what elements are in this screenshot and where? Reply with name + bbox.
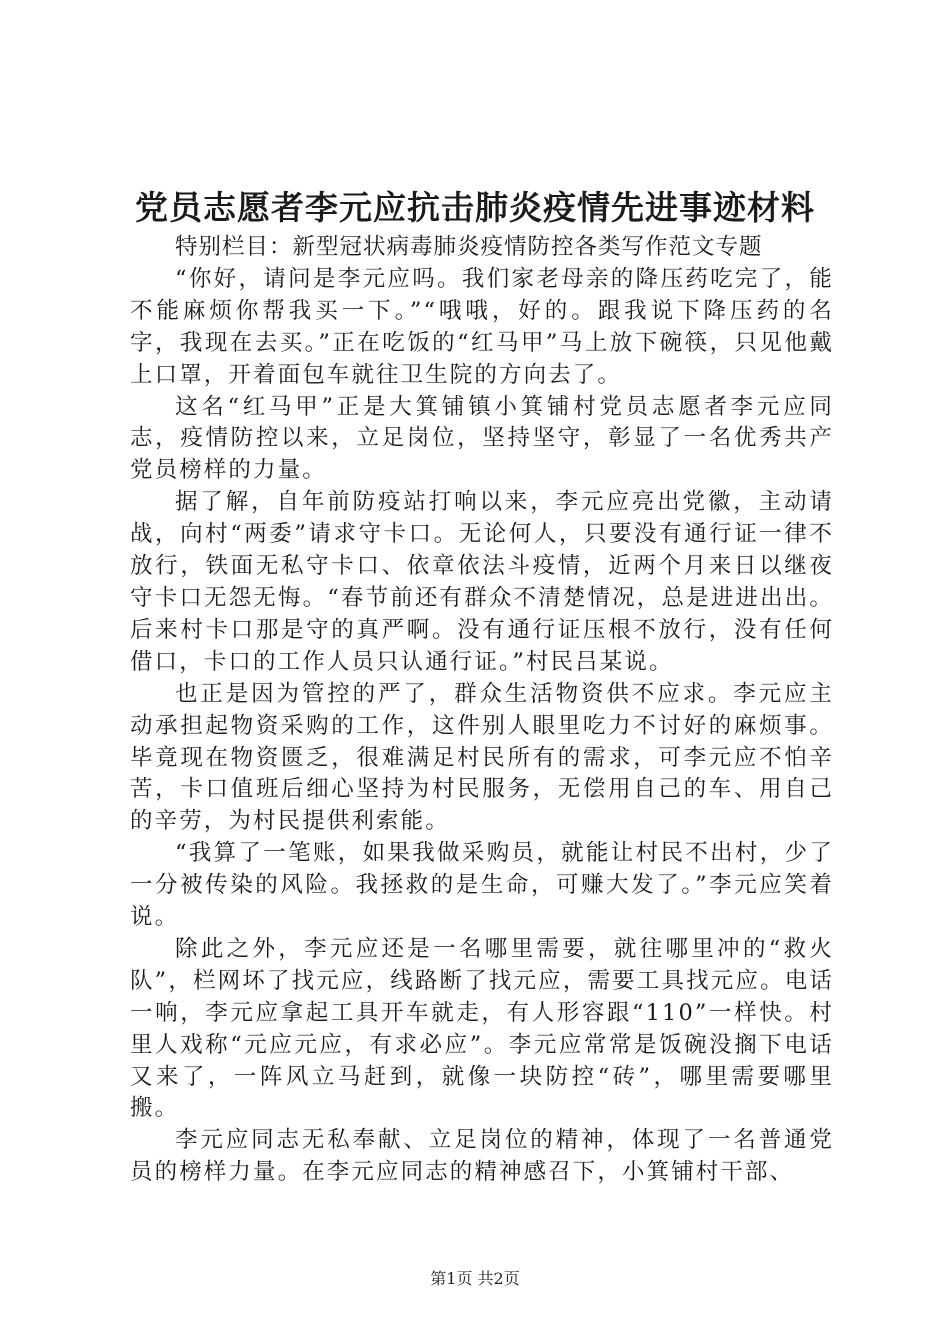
paragraph-5: “我算了一笔账，如果我做采购员，就能让村民不出村，少了一分被传染的风险。我拯救的是生命，可赚大发了。”李元应笑着说。 [130,840,834,931]
paragraph-3: 据了解，自年前防疫站打响以来，李元应亮出党徽，主动请战，向村“两委”请求守卡口。无论何人，只要没有通行证一律不放行，铁面无私守卡口、依章依法斗疫情，近两个月来日以继夜守卡口无怨无悔。“春节前还有群众不清楚情况，总是进进出出。后来村卡口那是守的真严啊。没有通行证压根不放行，没有任何借口，卡口的工作人员只认通行证。”村民吕某说。 [130,489,834,675]
page-number-footer: 第1页 共2页 [430,1269,520,1288]
paragraph-2: 这名“红马甲”正是大箕铺镇小箕铺村党员志愿者李元应同志，疫情防控以来，立足岗位，坚持坚守，彰显了一名优秀共产党员榜样的力量。 [130,393,834,484]
document-body [130,232,834,1189]
document-title: 党员志愿者李元应抗击肺炎疫情先进事迹材料 [135,188,815,227]
special-column-line: 特别栏目：新型冠状病毒肺炎疫情防控各类写作范文专题 [175,234,763,260]
paragraph-7: 李元应同志无私奉献、立足岗位的精神，体现了一名普通党员的榜样力量。在李元应同志的精神感召下，小箕铺村干部、 [130,1127,834,1186]
paragraph-4: 也正是因为管控的严了，群众生活物资供不应求。李元应主动承担起物资采购的工作，这件别人眼里吃力不讨好的麻烦事。毕竟现在物资匮乏，很难满足村民所有的需求，可李元应不怕辛苦，卡口值班后细心坚持为村民服务，无偿用自己的车、用自己的辛劳，为村民提供利索能。 [130,680,834,835]
paragraph-6: 除此之外，李元应还是一名哪里需要，就往哪里冲的“救火队”，栏网坏了找元应，线路断了找元应，需要工具找元应。电话一响，李元应拿起工具开车就走，有人形容跟“110”一样快。村里人戏称“元应元应，有求必应”。李元应常常是饭碗没搁下电话又来了，一阵风立马赶到，就像一块防控“砖”，哪里需要哪里搬。 [130,935,834,1122]
paragraph-1: “你好，请问是李元应吗。我们家老母亲的降压药吃完了，能不能麻烦你帮我买一下。”“哦哦，好的。跟我说下降压药的名字，我现在去买。”正在吃饭的“红马甲”马上放下碗筷，只见他戴上口罩，开着面包车就往卫生院的方向去了。 [130,265,834,388]
